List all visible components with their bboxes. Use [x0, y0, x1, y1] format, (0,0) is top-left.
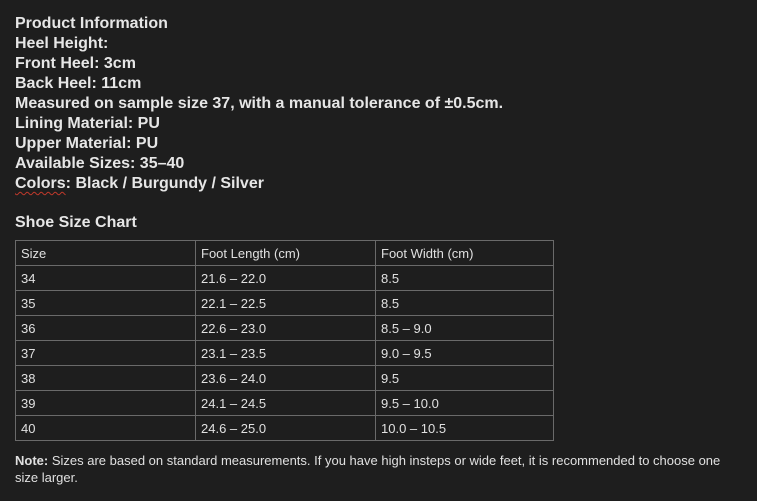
foot-width-cell: 9.5: [376, 366, 554, 391]
foot-length-cell: 22.1 – 22.5: [196, 291, 376, 316]
colors-label: Colors: [15, 175, 66, 192]
table-row: [16, 341, 554, 366]
size-cell: 38: [16, 366, 196, 391]
note-label: Note:: [15, 453, 49, 468]
size-cell: 40: [16, 416, 196, 441]
foot-width-cell: 8.5: [376, 291, 554, 316]
heel-height-label: Heel Height:: [15, 35, 109, 52]
size-chart-table: [15, 240, 554, 441]
header-size: Size: [16, 241, 196, 266]
table-row: [16, 416, 554, 441]
size-cell: 35: [16, 291, 196, 316]
colors-value: : Black / Burgundy / Silver: [65, 175, 264, 192]
measurement-note: Measured on sample size 37, with a manual tolerance of ±0.5cm.: [15, 95, 504, 112]
foot-length-cell: 24.1 – 24.5: [196, 391, 376, 416]
size-cell: 34: [16, 266, 196, 291]
lining-material: Lining Material: PU: [15, 115, 160, 132]
colors-line: [15, 174, 745, 194]
back-heel: Back Heel: 11cm: [15, 75, 142, 92]
available-sizes: Available Sizes: 35–40: [15, 155, 185, 172]
foot-length-cell: 23.1 – 23.5: [196, 341, 376, 366]
product-info-title: Product Information: [15, 15, 168, 32]
table-row: [16, 391, 554, 416]
foot-width-cell: 9.5 – 10.0: [376, 391, 554, 416]
table-row: [16, 266, 554, 291]
foot-length-cell: 24.6 – 25.0: [196, 416, 376, 441]
front-heel: Front Heel: 3cm: [15, 55, 136, 72]
size-note: [15, 452, 740, 486]
foot-length-cell: 23.6 – 24.0: [196, 366, 376, 391]
foot-length-cell: 22.6 – 23.0: [196, 316, 376, 341]
header-foot-length: Foot Length (cm): [196, 241, 376, 266]
table-row: [16, 291, 554, 316]
foot-width-cell: 9.0 – 9.5: [376, 341, 554, 366]
table-header-row: [16, 241, 554, 266]
foot-width-cell: 10.0 – 10.5: [376, 416, 554, 441]
size-chart-title: Shoe Size Chart: [15, 214, 137, 231]
table-row: [16, 316, 554, 341]
foot-length-cell: 21.6 – 22.0: [196, 266, 376, 291]
table-row: [16, 366, 554, 391]
foot-width-cell: 8.5: [376, 266, 554, 291]
size-cell: 37: [16, 341, 196, 366]
foot-width-cell: 8.5 – 9.0: [376, 316, 554, 341]
document-body: [15, 14, 745, 486]
size-cell: 36: [16, 316, 196, 341]
note-text: Sizes are based on standard measurements. If you have high insteps or wide feet, it is recommended to choose one size larger.: [15, 453, 721, 485]
upper-material: Upper Material: PU: [15, 135, 159, 152]
header-foot-width: Foot Width (cm): [376, 241, 554, 266]
size-cell: 39: [16, 391, 196, 416]
